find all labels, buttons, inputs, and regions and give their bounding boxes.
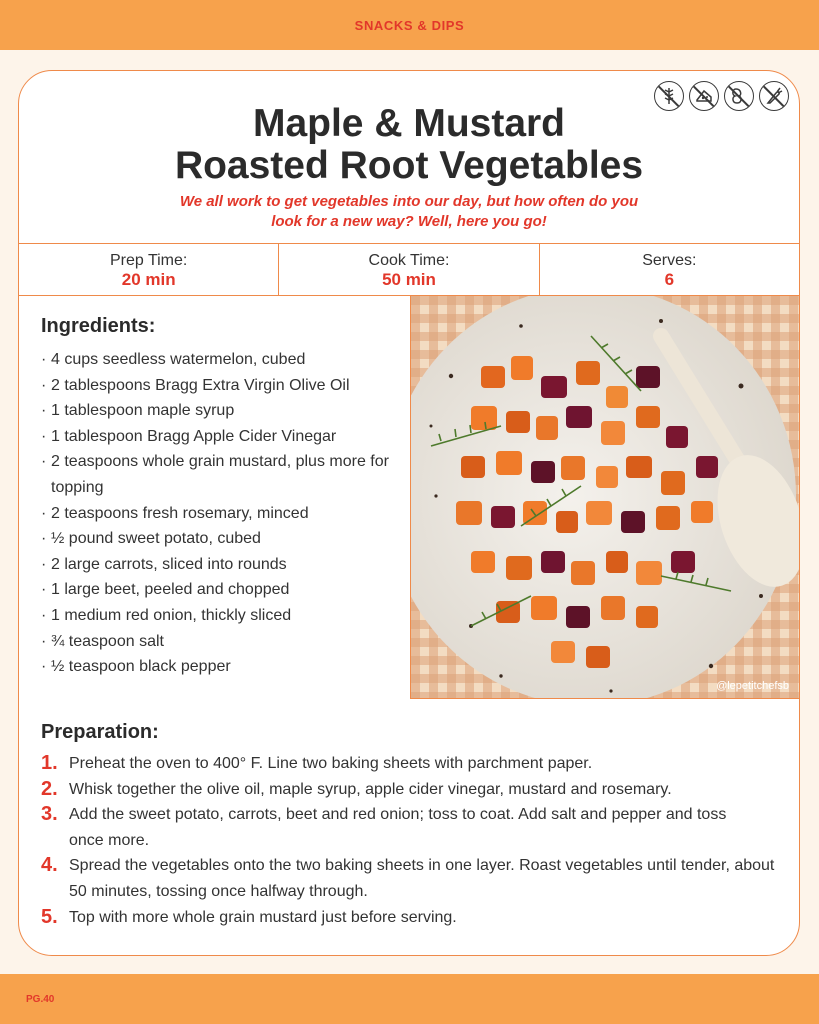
step-number: 4. [41, 854, 58, 877]
step-text: Add the sweet potato, carrots, beet and red onion; toss to coat. Add salt and pepper and toss once more. [69, 806, 727, 849]
servings-label: Serves: [642, 252, 697, 269]
servings [540, 244, 799, 295]
preparation-step [41, 905, 791, 931]
page-number: PG.40 [26, 994, 55, 1005]
servings-value: 6 [664, 270, 675, 289]
preparation-step [41, 853, 791, 904]
ingredient-item: · ½ teaspoon black pepper [41, 654, 403, 680]
ingredient-item: · ¾ teaspoon salt [41, 629, 403, 655]
recipe-subtitle-line-2: look for a new way? Well, here you go! [271, 213, 547, 230]
ingredient-item: · 2 large carrots, sliced into rounds [41, 552, 403, 578]
cook-time [279, 244, 539, 295]
step-number: 1. [41, 752, 58, 774]
ingredient-item: · 1 medium red onion, thickly sliced [41, 603, 403, 629]
section-header-bar [0, 0, 819, 50]
ingredient-item: · 1 tablespoon maple syrup [41, 398, 403, 424]
preparation-step [41, 751, 791, 777]
recipe-stats [19, 243, 799, 296]
ingredient-item: · 2 teaspoons whole grain mustard, plus more for topping [41, 449, 403, 500]
step-number: 2. [41, 777, 58, 800]
step-text: Top with more whole grain mustard just before serving. [69, 908, 457, 926]
section-title: SNACKS & DIPS [354, 17, 465, 33]
prep-time-label: Prep Time: [109, 252, 188, 269]
recipe-title-line-1: Maple & Mustard [252, 102, 566, 145]
step-number: 3. [41, 803, 58, 826]
prep-time-value: 20 min [121, 270, 176, 289]
step-number: 5. [41, 905, 58, 928]
ingredient-item: · ½ pound sweet potato, cubed [41, 526, 403, 552]
recipe-subtitle-line-1: We all work to get vegetables into our day, but how often do you [179, 193, 639, 210]
recipe-card [18, 70, 800, 956]
recipe-subtitle [149, 192, 669, 232]
preparation-step [41, 802, 791, 853]
recipe-title-line-2: Roasted Root Vegetables [174, 144, 644, 187]
step-text: Whisk together the olive oil, maple syrup, apple cider vinegar, mustard and rosemary. [69, 780, 672, 798]
cook-time-value: 50 min [382, 270, 436, 289]
preparation-heading: Preparation: [41, 721, 159, 743]
ingredient-item: · 4 cups seedless watermelon, cubed [41, 347, 403, 373]
ingredients-list [41, 347, 403, 680]
ingredient-item: · 2 teaspoons fresh rosemary, minced [41, 501, 403, 527]
step-text: Preheat the oven to 400° F. Line two baking sheets with parchment paper. [69, 755, 593, 772]
ingredient-item: · 1 large beet, peeled and chopped [41, 577, 403, 603]
footer-bar [0, 974, 819, 1024]
step-text: Spread the vegetables onto the two baking sheets in one layer. Roast vegetables until tender, about 50 minutes, tossing once halfway through. [69, 857, 775, 900]
cook-time-label: Cook Time: [368, 252, 450, 269]
preparation-steps [41, 751, 791, 930]
preparation-step [41, 777, 791, 803]
recipe-title [19, 103, 799, 187]
ingredient-item: · 1 tablespoon Bragg Apple Cider Vinegar [41, 424, 403, 450]
ingredient-item: · 2 tablespoons Bragg Extra Virgin Olive Oil [41, 373, 403, 399]
recipe-photo [410, 296, 800, 699]
photo-credit: @lepetitchefsb [716, 680, 789, 692]
ingredients-heading: Ingredients: [41, 315, 156, 337]
prep-time [19, 244, 279, 295]
